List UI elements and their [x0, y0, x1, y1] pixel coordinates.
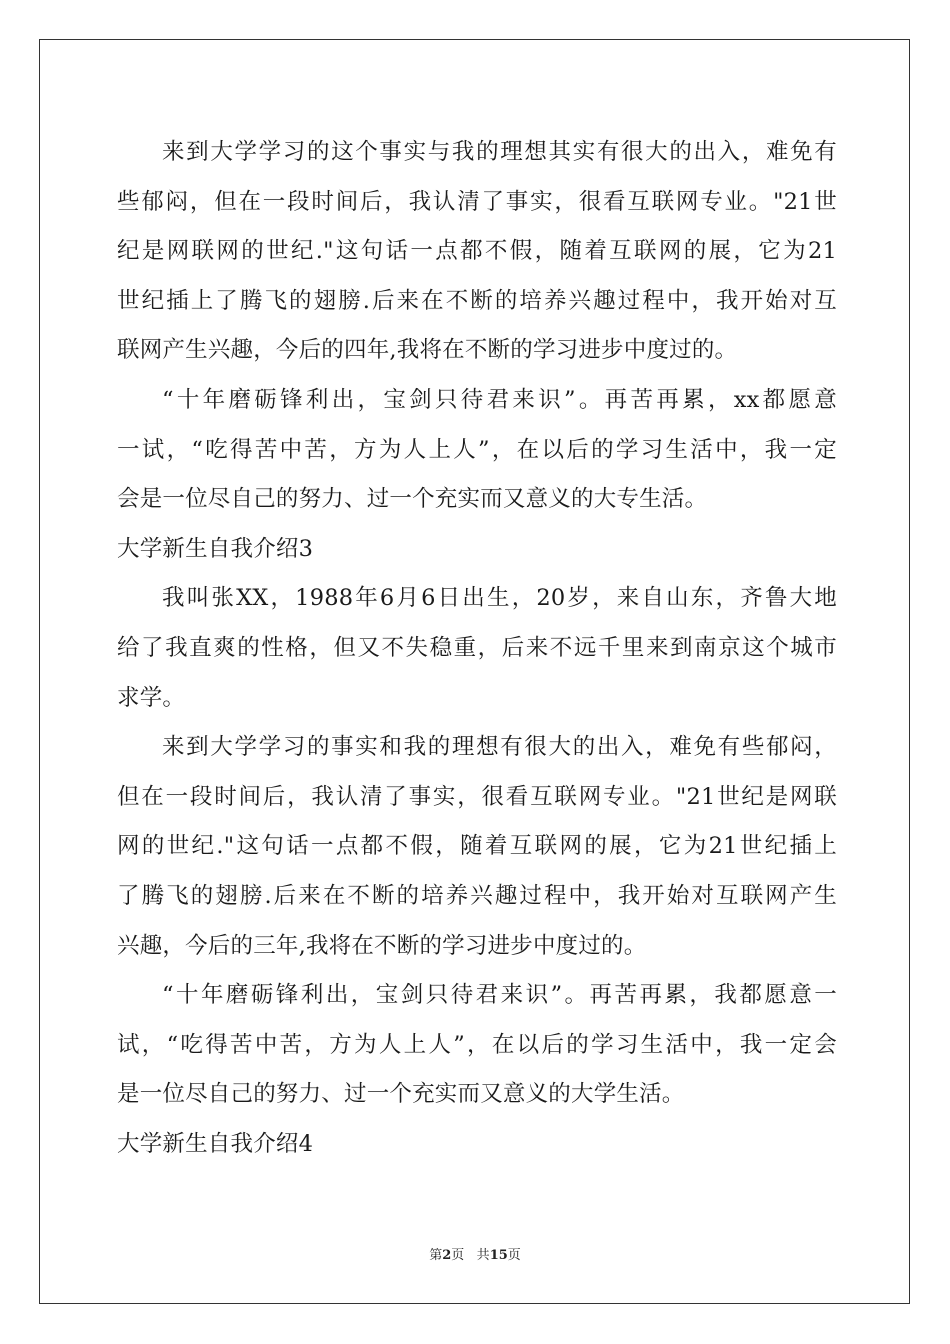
paragraph-line: 是一位尽自己的努力、过一个充实而又意义的大学生活。 — [117, 1081, 685, 1108]
paragraph-line: “十年磨砺锋利出，宝剑只待君来识”。再苦再累，我都愿意一 — [162, 982, 837, 1009]
page-footer — [0, 1244, 950, 1263]
paragraph-line: 联网产生兴趣，今后的四年,我将在不断的学习进步中度过的。 — [117, 337, 738, 364]
paragraph-line: 给了我直爽的性格，但又不失稳重，后来不远千里来到南京这个城市 — [117, 634, 837, 661]
paragraph-line: 求学。 — [117, 684, 186, 711]
paragraph-line: 兴趣，今后的三年,我将在不断的学习进步中度过的。 — [117, 932, 647, 959]
paragraph-line: 网的世纪."这句话一点都不假，随着互联网的展，它为21世纪插上 — [117, 833, 837, 860]
paragraph-line: 但在一段时间后，我认清了事实，很看互联网专业。"21世纪是网联 — [117, 783, 837, 810]
page-prefix: 第 — [429, 1248, 443, 1263]
paragraph-line: 了腾飞的翅膀.后来在不断的培养兴趣过程中，我开始对互联网产生 — [117, 882, 837, 909]
total-prefix: 共 — [476, 1248, 490, 1263]
total-pages: 15 — [489, 1248, 508, 1263]
document-body — [117, 128, 837, 1169]
paragraph-line: 纪是网联网的世纪."这句话一点都不假，随着互联网的展，它为21 — [117, 238, 837, 265]
section-heading: 大学新生自我介绍3 — [117, 535, 314, 562]
paragraph-line: 世纪插上了腾飞的翅膀.后来在不断的培养兴趣过程中，我开始对互 — [117, 287, 837, 314]
section-heading: 大学新生自我介绍4 — [117, 1130, 314, 1157]
paragraph-line: 试，“吃得苦中苦，方为人上人”，在以后的学习生活中，我一定会 — [117, 1031, 837, 1058]
paragraph-line: “十年磨砺锋利出，宝剑只待君来识”。再苦再累，xx都愿意 — [162, 386, 837, 413]
paragraph-line: 一试，“吃得苦中苦，方为人上人”，在以后的学习生活中，我一定 — [117, 436, 837, 463]
paragraph-line: 来到大学学习的事实和我的理想有很大的出入，难免有些郁闷， — [162, 734, 837, 761]
total-suffix: 页 — [507, 1248, 521, 1263]
paragraph-line: 我叫张XX，1988年6月6日出生，20岁，来自山东，齐鲁大地 — [162, 585, 837, 612]
paragraph-line: 些郁闷，但在一段时间后，我认清了事实，很看互联网专业。"21世 — [117, 188, 837, 215]
page-suffix: 页 — [451, 1248, 465, 1263]
paragraph-line: 来到大学学习的这个事实与我的理想其实有很大的出入，难免有 — [162, 139, 837, 165]
page-number: 2 — [442, 1248, 452, 1263]
paragraph-line: 会是一位尽自己的努力、过一个充实而又意义的大专生活。 — [117, 486, 708, 513]
